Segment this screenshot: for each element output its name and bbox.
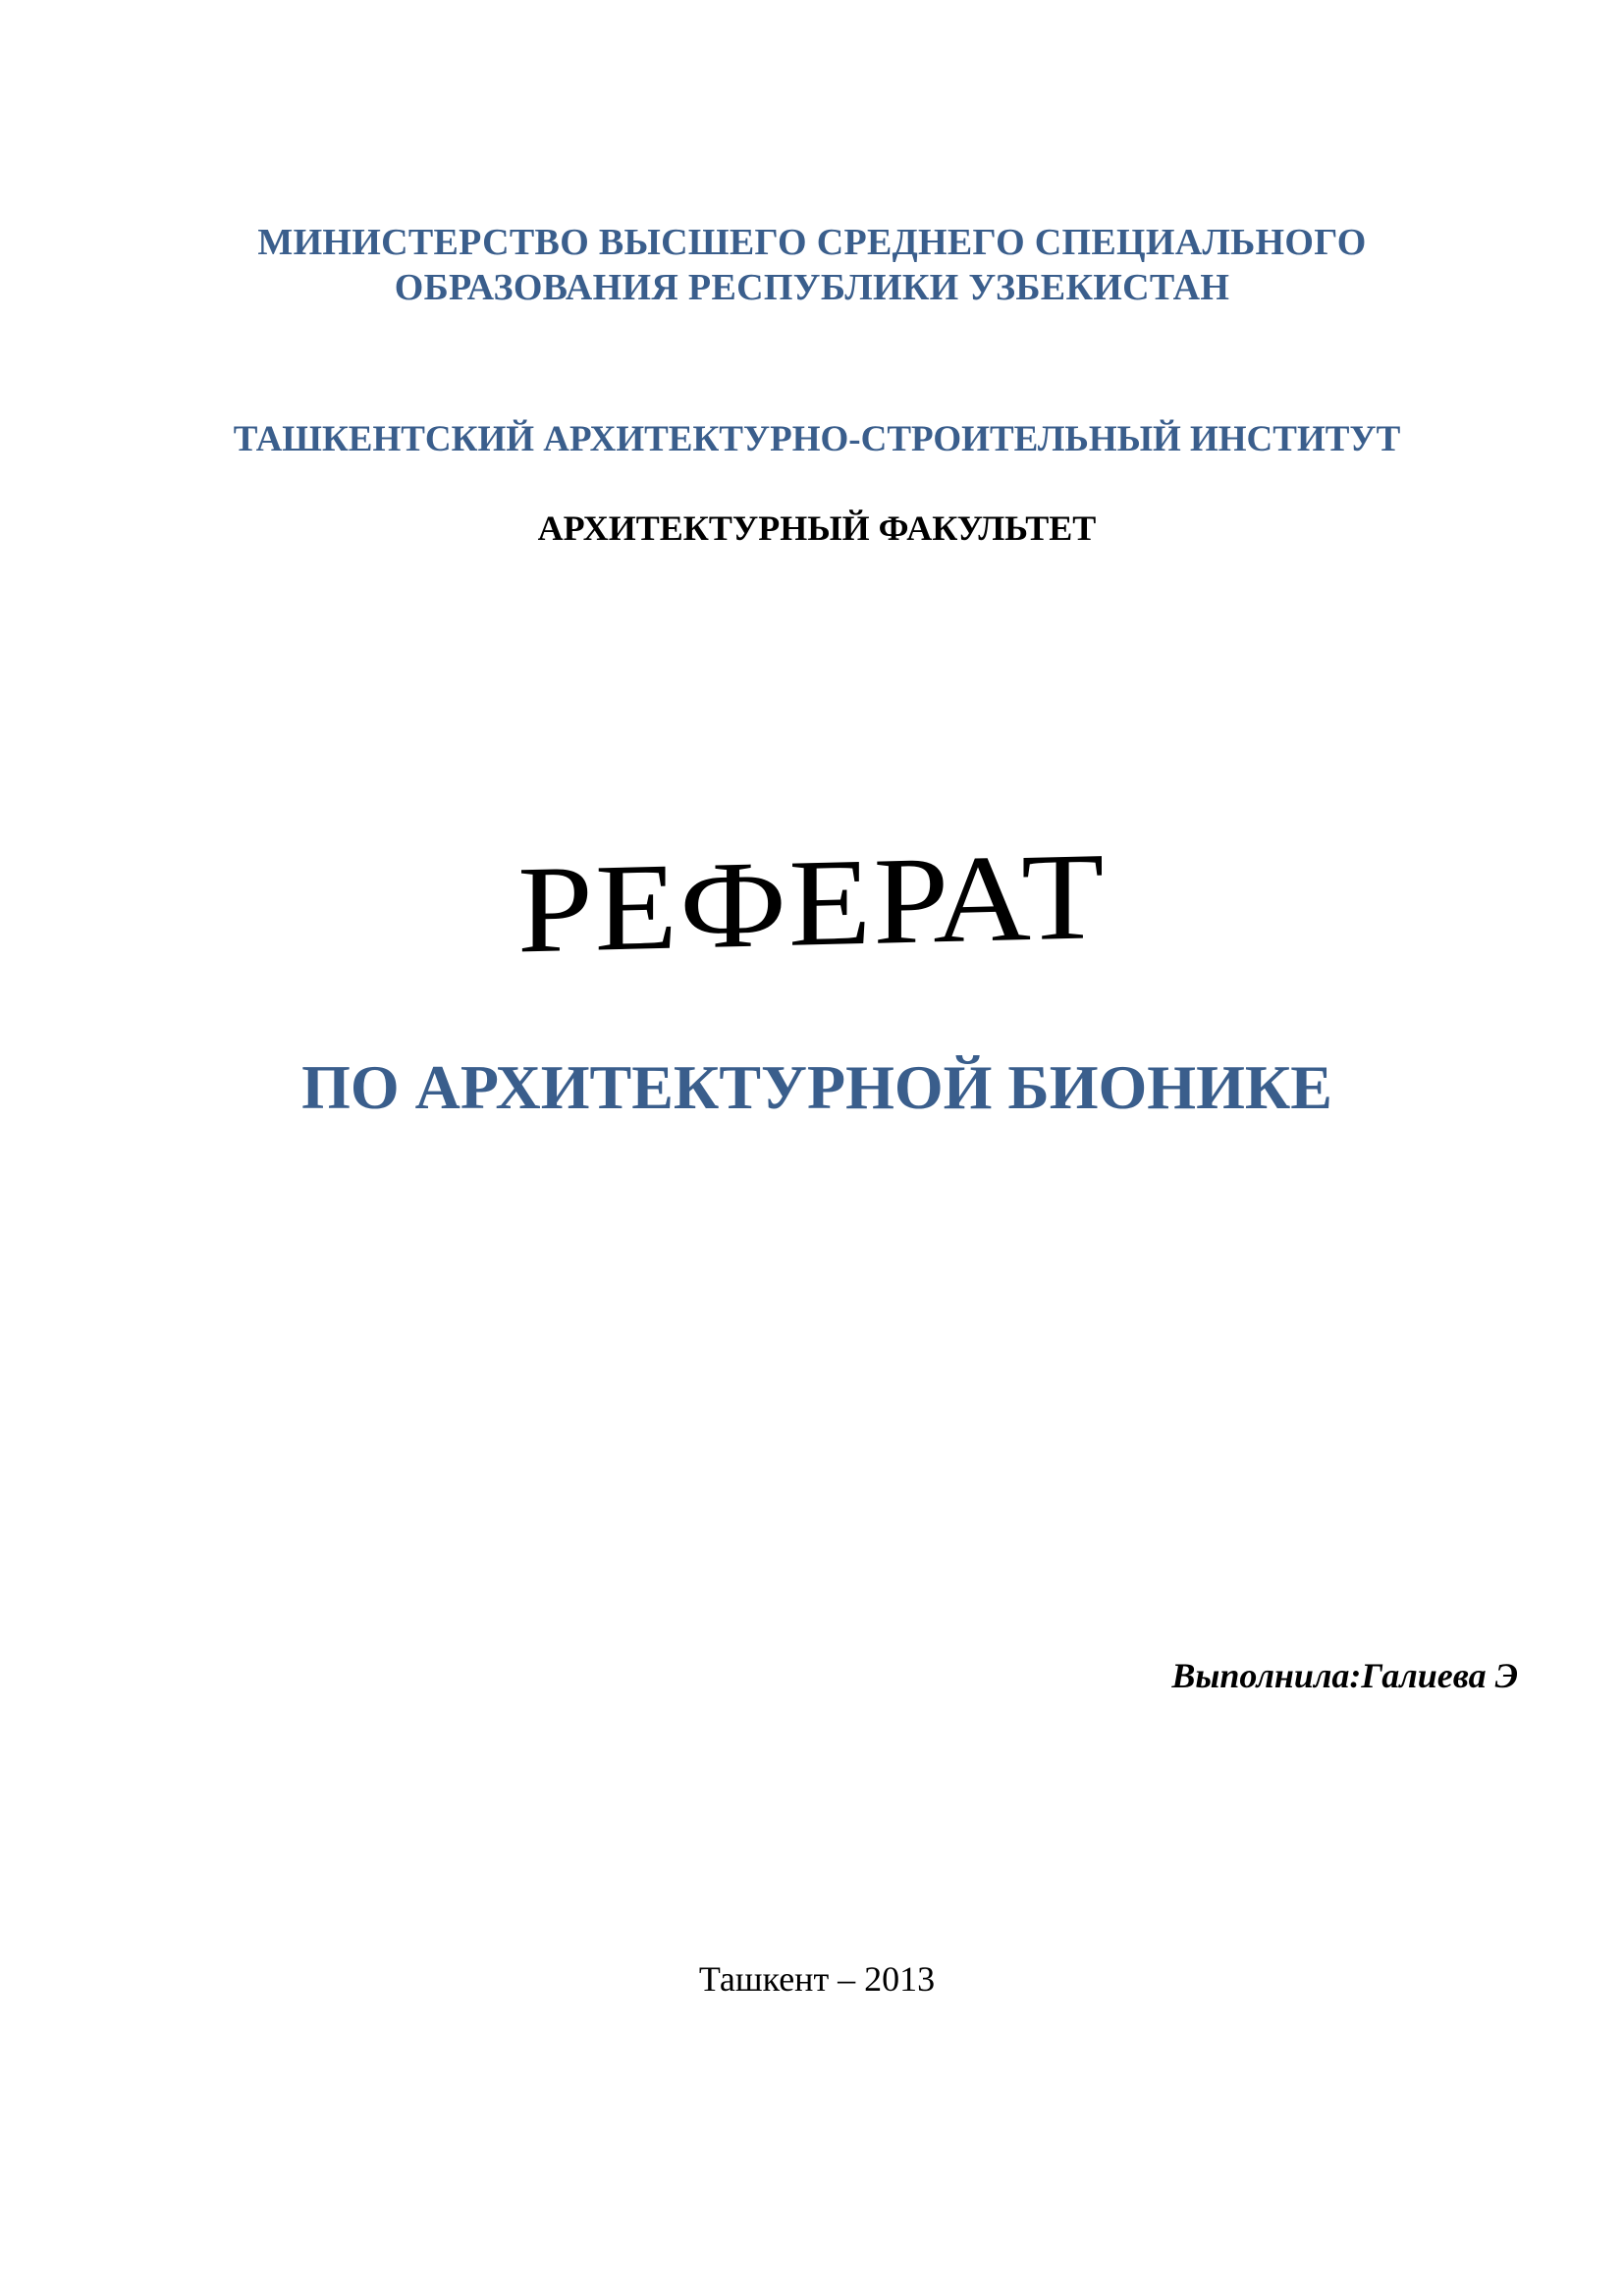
ministry-heading [0, 220, 1624, 310]
document-subtitle: ПО АРХИТЕКТУРНОЙ БИОНИКЕ [301, 1052, 1332, 1122]
title-block [0, 825, 1624, 1001]
author-credit: Выполнила:Галиева Э [1171, 1656, 1518, 1695]
document-title: РЕФЕРАТ [517, 826, 1107, 980]
city-year: Ташкент – 2013 [698, 1959, 936, 1999]
ministry-line-1: МИНИСТЕРСТВО ВЫСШЕГО СРЕДНЕГО СПЕЦИАЛЬНОГО [257, 222, 1367, 263]
institute-heading: ТАШКЕНТСКИЙ АРХИТЕКТУРНО-СТРОИТЕЛЬНЫЙ ИНСТИТУТ [233, 419, 1401, 459]
ministry-line-2: ОБРАЗОВАНИЯ РЕСПУБЛИКИ УЗБЕКИСТАН [394, 267, 1230, 308]
faculty-heading: АРХИТЕКТУРНЫЙ ФАКУЛЬТЕТ [537, 508, 1097, 548]
